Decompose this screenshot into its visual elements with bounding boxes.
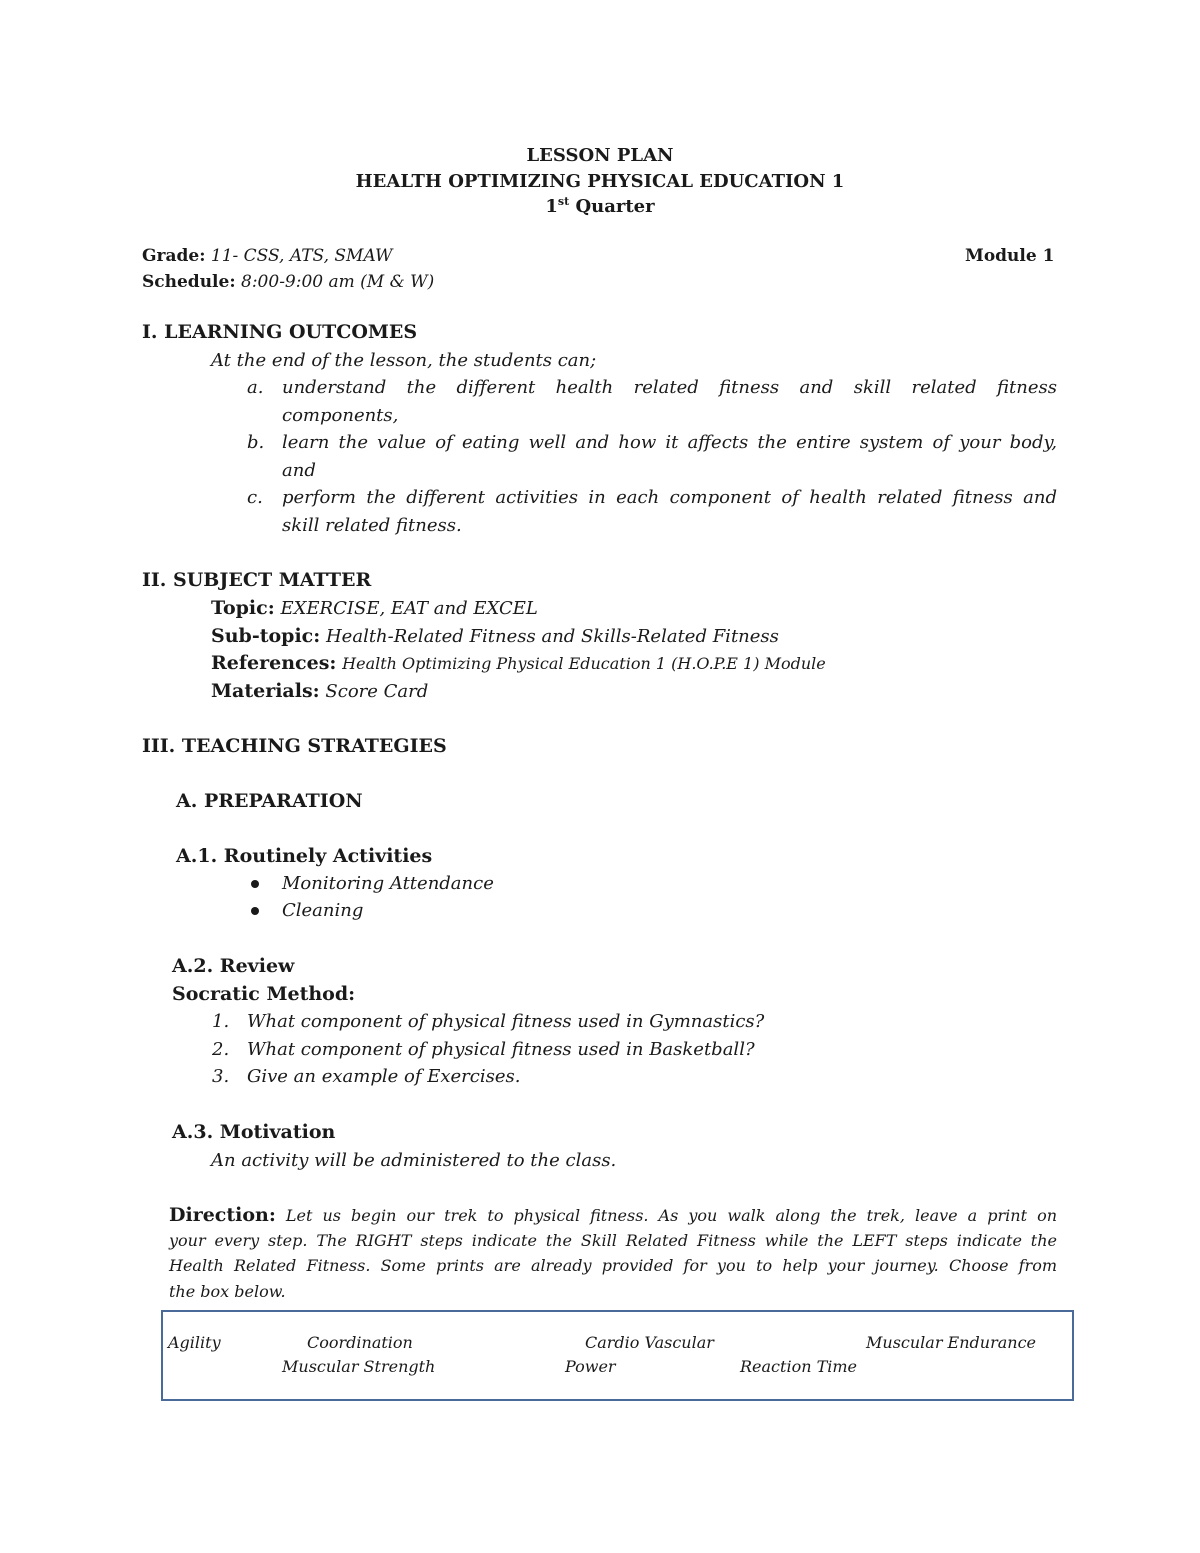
learning-outcomes-intro: At the end of the lesson, the students can; xyxy=(211,350,597,371)
section-teaching-strategies-heading: III. TEACHING STRATEGIES xyxy=(142,735,447,757)
outcome-marker: c. xyxy=(247,487,263,508)
direction-label: Direction: xyxy=(169,1204,276,1226)
materials-value: Score Card xyxy=(325,681,429,702)
outcome-text-cont: skill related fitness. xyxy=(282,515,462,536)
choice-reaction-time: Reaction Time xyxy=(740,1357,858,1376)
question-marker: 1. xyxy=(212,1011,230,1032)
schedule-label: Schedule: xyxy=(142,272,236,292)
subtopic-label: Sub-topic: xyxy=(211,625,321,647)
references-value: Health Optimizing Physical Education 1 (H.O.P.E 1) Module xyxy=(342,654,826,673)
topic-value: EXERCISE, EAT and EXCEL xyxy=(280,598,538,619)
materials-label: Materials: xyxy=(211,680,320,702)
quarter-number: 1 xyxy=(545,196,558,217)
doc-title: LESSON PLAN xyxy=(526,145,674,166)
question-text: Give an example of Exercises. xyxy=(247,1066,521,1087)
schedule-value: 8:00-9:00 am (M & W) xyxy=(241,272,435,292)
doc-quarter xyxy=(0,195,1200,217)
module-label: Module 1 xyxy=(965,246,1055,266)
outcome-text-cont: and xyxy=(282,460,316,481)
socratic-method-heading: Socratic Method: xyxy=(172,983,356,1005)
bullet-icon xyxy=(251,907,259,915)
grade-label: Grade: xyxy=(142,246,206,266)
motivation-text: An activity will be administered to the class. xyxy=(211,1150,617,1171)
direction-line: Health Related Fitness. Some prints are already provided for you to help your journey. Choose from xyxy=(169,1256,1057,1275)
outcome-text-cont: components, xyxy=(282,405,399,426)
direction-line xyxy=(169,1204,1057,1226)
routine-item: Monitoring Attendance xyxy=(282,873,494,894)
outcome-marker: b. xyxy=(247,432,265,453)
references-line xyxy=(211,652,826,674)
outcome-text: understand the different health related fitness and skill related fitness xyxy=(282,377,1057,398)
question-marker: 3. xyxy=(212,1066,230,1087)
choice-muscular-endurance: Muscular Endurance xyxy=(866,1333,1037,1352)
direction-line: your every step. The RIGHT steps indicate the Skill Related Fitness while the LEFT steps indicate the xyxy=(169,1231,1057,1250)
question-text: What component of physical fitness used in Gymnastics? xyxy=(247,1011,765,1032)
section-subject-matter-heading: II. SUBJECT MATTER xyxy=(142,569,372,591)
question-text: What component of physical fitness used in Basketball? xyxy=(247,1039,755,1060)
direction-text: Let us begin our trek to physical fitness. As you walk along the trek, leave a print on xyxy=(285,1206,1058,1225)
motivation-heading: A.3. Motivation xyxy=(172,1121,336,1143)
grade-line xyxy=(142,246,393,266)
topic-label: Topic: xyxy=(211,597,275,619)
question-marker: 2. xyxy=(212,1039,230,1060)
routine-activities-heading: A.1. Routinely Activities xyxy=(176,845,433,867)
doc-subject: HEALTH OPTIMIZING PHYSICAL EDUCATION 1 xyxy=(355,171,845,192)
subtopic-value: Health-Related Fitness and Skills-Related Fitness xyxy=(325,626,779,647)
schedule-line xyxy=(142,272,434,292)
routine-item: Cleaning xyxy=(282,900,364,921)
outcome-text: learn the value of eating well and how it affects the entire system of your body, xyxy=(282,432,1057,453)
direction-line: the box below. xyxy=(169,1282,286,1301)
preparation-heading: A. PREPARATION xyxy=(176,790,363,812)
choices-box xyxy=(161,1310,1074,1401)
choice-cardio-vascular: Cardio Vascular xyxy=(585,1333,714,1352)
section-learning-outcomes-heading: I. LEARNING OUTCOMES xyxy=(142,321,418,343)
references-label: References: xyxy=(211,652,337,674)
materials-line xyxy=(211,680,428,702)
choice-coordination: Coordination xyxy=(307,1333,413,1352)
choice-agility: Agility xyxy=(168,1333,221,1352)
bullet-icon xyxy=(251,880,259,888)
quarter-word: Quarter xyxy=(575,196,655,217)
grade-value: 11- CSS, ATS, SMAW xyxy=(210,246,393,266)
subtopic-line xyxy=(211,625,779,647)
choice-muscular-strength: Muscular Strength xyxy=(282,1357,436,1376)
outcome-text: perform the different activities in each component of health related fitness and xyxy=(282,487,1057,508)
review-heading: A.2. Review xyxy=(172,955,295,977)
choice-power: Power xyxy=(565,1357,616,1376)
topic-line xyxy=(211,597,538,619)
quarter-suffix: st xyxy=(557,195,570,208)
outcome-marker: a. xyxy=(247,377,264,398)
